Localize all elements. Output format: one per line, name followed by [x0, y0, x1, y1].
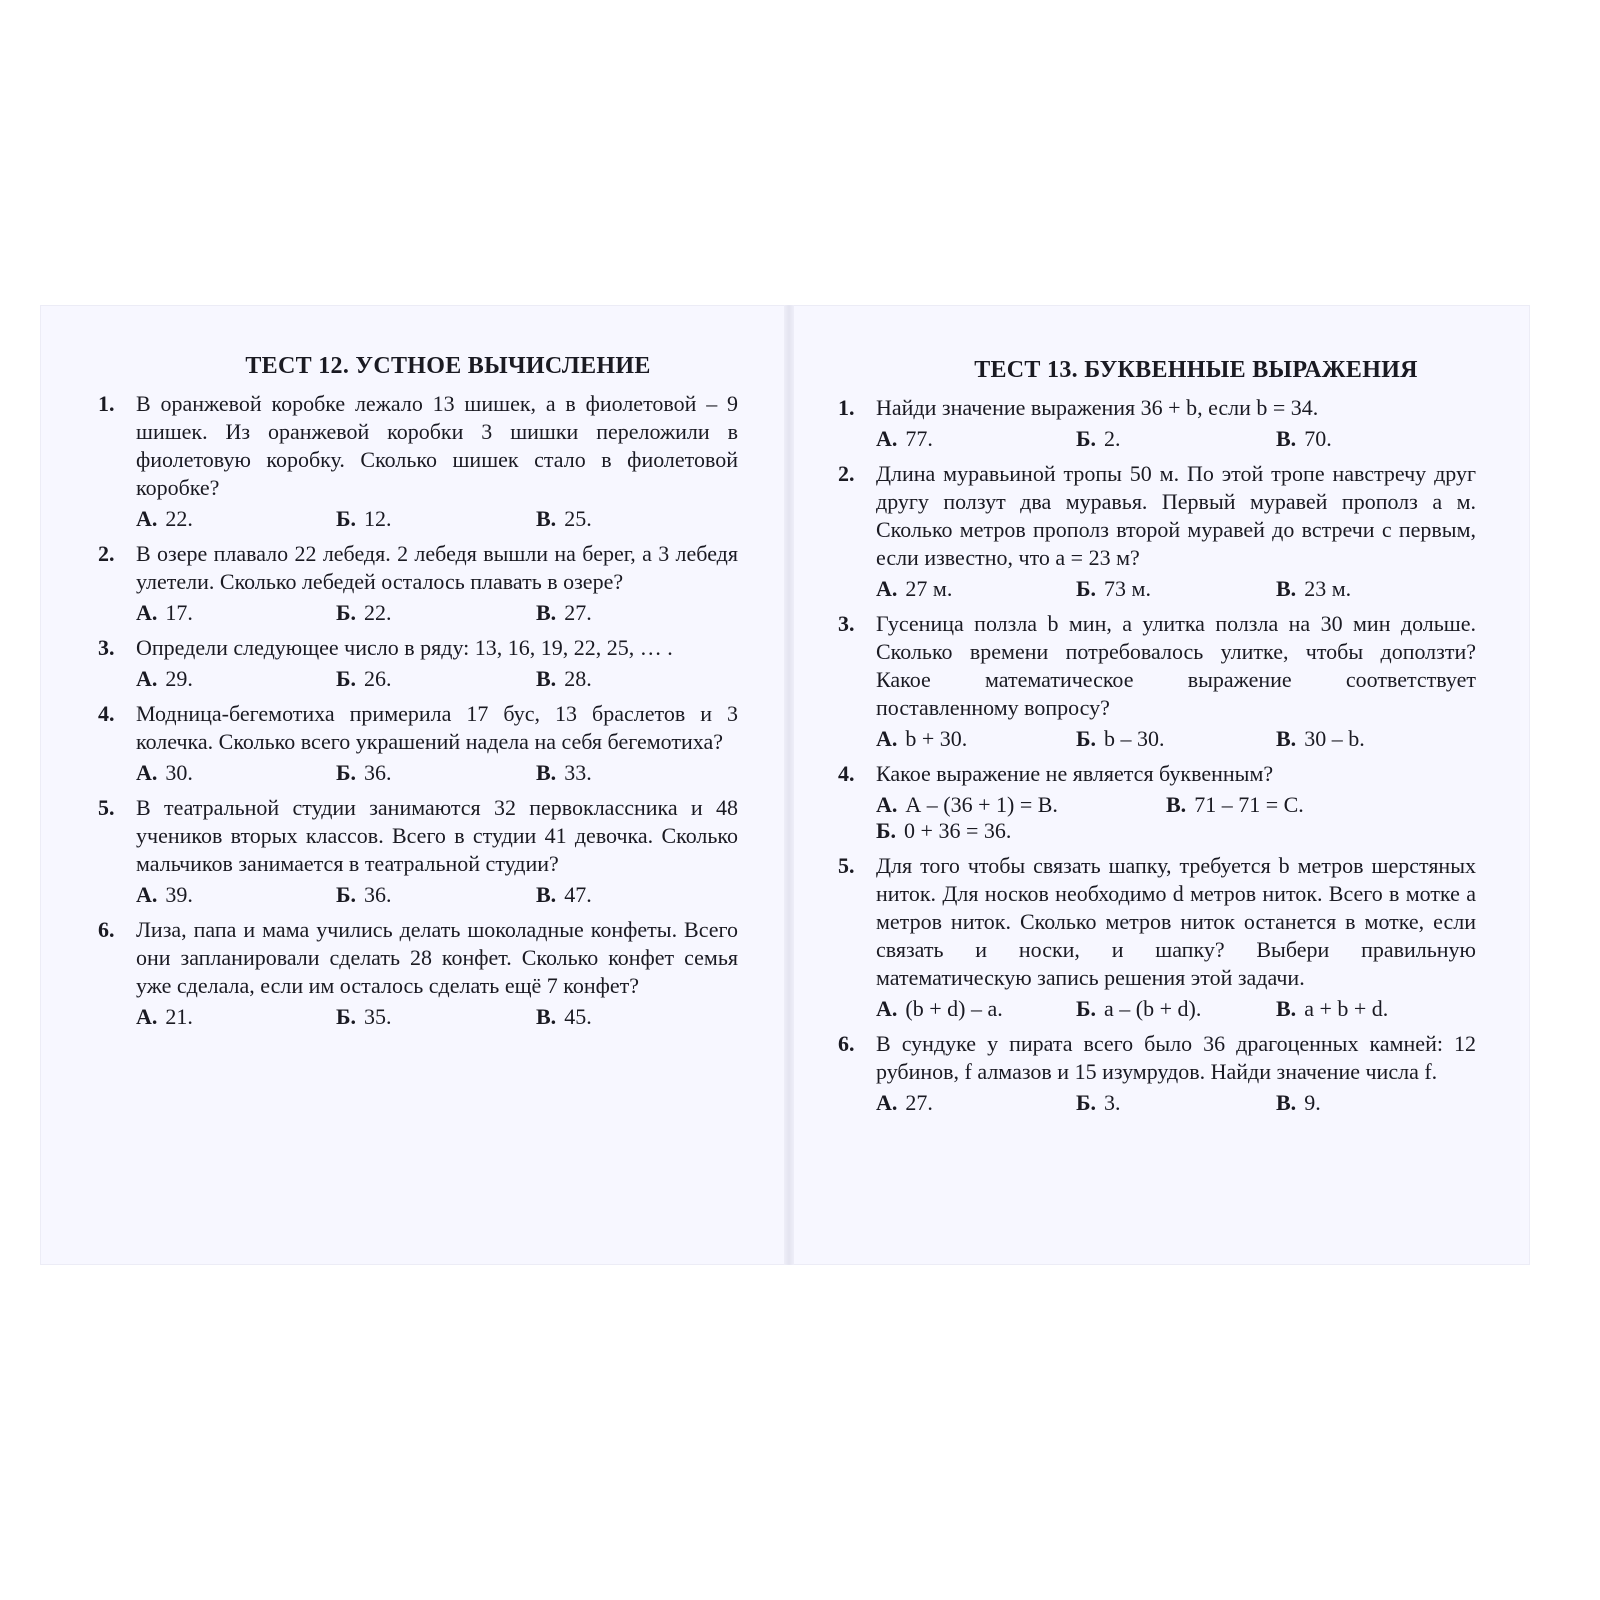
question-text: В оранжевой коробке лежало 13 шишек, а в фиолетовой – 9 шишек. Из оранжевой коробки 3 шишки переложили в фиолетовую коробку. Сколько шишек стало в фиолетовой коробке? — [136, 391, 738, 500]
question-body — [876, 610, 1476, 754]
answer-option — [136, 880, 336, 910]
answer-value: 73 м. — [1104, 576, 1151, 601]
question-text: В озере плавало 22 лебедя. 2 лебедя вышли на берег, а 3 лебедя улетели. Сколько лебедей осталось плавать в озере? — [136, 541, 738, 594]
answer-value: 47. — [564, 882, 592, 907]
question — [98, 540, 738, 628]
question-number: 5. — [98, 795, 115, 820]
question — [98, 794, 738, 910]
answer-label: В. — [536, 760, 557, 785]
question-text: Для того чтобы связать шапку, требуется b метров шерстяных ниток. Для носков необходимо d метров ниток. Всего в мотке a метров ниток. Сколько метров ниток останется в мотке, если связать и носки, и шапку? Выбери правильную математическую запись решения этой задачи. — [876, 853, 1476, 990]
answer-options — [876, 424, 1476, 454]
answer-option — [1076, 724, 1276, 754]
question-number: 1. — [98, 391, 115, 416]
question-number: 6. — [98, 917, 115, 942]
question — [98, 916, 738, 1032]
answer-value: 22. — [364, 600, 392, 625]
answer-value: b – 30. — [1104, 726, 1165, 751]
answer-value: 26. — [364, 666, 392, 691]
answer-option — [1076, 1088, 1276, 1118]
answer-value: a – (b + d). — [1104, 996, 1202, 1021]
question-number: 1. — [838, 395, 855, 420]
answer-options — [876, 816, 1474, 846]
answer-value: А – (36 + 1) = В. — [905, 792, 1058, 817]
answer-option — [536, 598, 736, 628]
question-body — [876, 760, 1474, 846]
answer-options — [136, 880, 738, 910]
answer-option — [336, 598, 536, 628]
question-number: 5. — [838, 853, 855, 878]
question-number: 4. — [838, 761, 855, 786]
answer-label: В. — [1276, 996, 1297, 1021]
answer-option — [876, 816, 1076, 846]
question-text: Какое выражение не является буквенным? — [876, 761, 1274, 786]
answer-value: a + b + d. — [1304, 996, 1389, 1021]
answer-label: А. — [876, 726, 898, 751]
question-body — [136, 916, 738, 1032]
question — [838, 610, 1474, 754]
open-workbook — [40, 305, 1530, 1265]
answer-value: 70. — [1304, 426, 1332, 451]
answer-value: 71 – 71 = С. — [1194, 792, 1304, 817]
question-body — [876, 852, 1476, 1024]
answer-value: 33. — [564, 760, 592, 785]
answer-option — [536, 880, 736, 910]
question-text: Модница-бегемотиха примерила 17 бус, 13 браслетов и 3 колечка. Сколько всего украшений надела на себя бегемотиха? — [136, 701, 738, 754]
question-body — [876, 394, 1476, 454]
answer-value: 9. — [1304, 1090, 1321, 1115]
answer-option — [1076, 424, 1276, 454]
question-text: Лиза, папа и мама учились делать шоколадные конфеты. Всего они запланировали сделать 28 конфет. Сколько конфет семья уже сделала, если им осталось сделать ещё 7 конфет? — [136, 917, 738, 998]
answer-label: Б. — [336, 1004, 357, 1029]
answer-value: 36. — [364, 760, 392, 785]
answer-value: 0 + 36 = 36. — [904, 818, 1012, 843]
answer-value: 39. — [165, 882, 193, 907]
answer-option — [336, 758, 536, 788]
answer-label: А. — [136, 1004, 158, 1029]
question-body — [136, 634, 738, 694]
answer-value: b + 30. — [905, 726, 968, 751]
answer-label: В. — [1276, 426, 1297, 451]
answer-label: А. — [876, 576, 898, 601]
answer-options — [876, 1088, 1476, 1118]
answer-option — [1276, 724, 1476, 754]
answer-label: А. — [136, 600, 158, 625]
answer-option — [876, 1088, 1076, 1118]
answer-value: 27. — [564, 600, 592, 625]
answer-label: В. — [1276, 576, 1297, 601]
answer-label: А. — [876, 1090, 898, 1115]
answer-label: Б. — [1076, 576, 1097, 601]
question-number: 2. — [98, 541, 115, 566]
answer-label: А. — [136, 882, 158, 907]
answer-label: А. — [876, 426, 898, 451]
answer-value: 27 м. — [905, 576, 953, 601]
answer-option — [536, 664, 736, 694]
answer-label: В. — [536, 600, 557, 625]
answer-option — [136, 504, 336, 534]
answer-option — [136, 664, 336, 694]
question-number: 3. — [98, 635, 115, 660]
answer-value: 36. — [364, 882, 392, 907]
answer-value: 17. — [165, 600, 193, 625]
question — [838, 852, 1474, 1024]
question — [838, 1030, 1474, 1118]
answer-value: (b + d) – a. — [905, 996, 1003, 1021]
right-page-content — [838, 353, 1474, 1118]
answer-option — [136, 598, 336, 628]
answer-value: 25. — [564, 506, 592, 531]
page-title: ТЕСТ 12. УСТНОЕ ВЫЧИСЛЕНИЕ — [245, 353, 651, 379]
question — [98, 634, 738, 694]
answer-options — [136, 758, 738, 788]
answer-label: Б. — [336, 882, 357, 907]
answer-label: А. — [136, 760, 158, 785]
question-text: В сундуке у пирата всего было 36 драгоценных камней: 12 рубинов, f алмазов и 15 изумрудов. Найди значение числа f. — [876, 1031, 1476, 1084]
book-spine — [784, 305, 794, 1265]
answer-option — [1076, 574, 1276, 604]
question-number: 2. — [838, 461, 855, 486]
question-body — [136, 794, 738, 910]
answer-value: 21. — [165, 1004, 193, 1029]
question — [98, 700, 738, 788]
answer-option — [536, 758, 736, 788]
answer-option — [336, 504, 536, 534]
answer-option — [536, 1002, 736, 1032]
question-body — [136, 700, 738, 788]
answer-label: В. — [536, 666, 557, 691]
answer-label: В. — [1276, 726, 1297, 751]
answer-option — [1276, 1088, 1476, 1118]
answer-label: Б. — [336, 760, 357, 785]
answer-options — [876, 724, 1476, 754]
question — [838, 460, 1474, 604]
question-body — [136, 390, 738, 534]
question — [838, 760, 1474, 846]
question-text: В театральной студии занимаются 32 первоклассника и 48 учеников вторых классов. Всего в студии 41 девочка. Сколько мальчиков занимается в театральной студии? — [136, 795, 738, 876]
question — [838, 394, 1474, 454]
answer-option — [336, 664, 536, 694]
question-number: 6. — [838, 1031, 855, 1056]
answer-option — [876, 424, 1076, 454]
question — [98, 390, 738, 534]
left-page — [40, 305, 788, 1265]
answer-option — [136, 758, 336, 788]
answer-value: 30 – b. — [1304, 726, 1365, 751]
answer-option — [876, 574, 1076, 604]
answer-label: А. — [876, 792, 898, 817]
answer-label: Б. — [336, 666, 357, 691]
answer-value: 29. — [165, 666, 193, 691]
answer-label: А. — [136, 666, 158, 691]
answer-label: Б. — [1076, 426, 1097, 451]
right-page — [790, 305, 1530, 1265]
answer-label: В. — [1276, 1090, 1297, 1115]
answer-option — [876, 724, 1076, 754]
answer-value: 28. — [564, 666, 592, 691]
question-body — [876, 1030, 1476, 1118]
answer-value: 27. — [905, 1090, 933, 1115]
answer-label: А. — [136, 506, 158, 531]
question-number: 4. — [98, 701, 115, 726]
answer-options — [136, 504, 738, 534]
answer-option — [536, 504, 736, 534]
question-body — [876, 460, 1476, 604]
question-text: Определи следующее число в ряду: 13, 16, 19, 22, 25, … . — [136, 635, 673, 660]
left-page-content — [98, 353, 738, 1032]
answer-option — [1076, 994, 1276, 1024]
answer-label: В. — [536, 506, 557, 531]
answer-option — [336, 880, 536, 910]
answer-options — [876, 574, 1476, 604]
answer-option — [1276, 994, 1476, 1024]
answer-value: 35. — [364, 1004, 392, 1029]
question-text: Гусеница ползла b мин, а улитка ползла на 30 мин дольше. Сколько времени потребовалось улитке, чтобы доползти? Какое математическое выражение соответствует поставленному вопросу? — [876, 611, 1476, 720]
answer-label: В. — [536, 1004, 557, 1029]
answer-option — [876, 994, 1076, 1024]
question-text: Найди значение выражения 36 + b, если b = 34. — [876, 395, 1319, 420]
answer-label: Б. — [876, 818, 897, 843]
answer-option — [1276, 424, 1476, 454]
answer-label: В. — [536, 882, 557, 907]
answer-label: В. — [1166, 792, 1187, 817]
answer-label: А. — [876, 996, 898, 1021]
answer-options — [136, 1002, 738, 1032]
answer-value: 3. — [1104, 1090, 1121, 1115]
answer-option — [1166, 790, 1366, 820]
answer-value: 2. — [1104, 426, 1121, 451]
answer-value: 12. — [364, 506, 392, 531]
answer-option — [336, 1002, 536, 1032]
answer-value: 22. — [165, 506, 193, 531]
answer-value: 30. — [165, 760, 193, 785]
page-title: ТЕСТ 13. БУКВЕННЫЕ ВЫРАЖЕНИЯ — [974, 357, 1418, 383]
answer-label: Б. — [336, 506, 357, 531]
question-body — [136, 540, 738, 628]
question-number: 3. — [838, 611, 855, 636]
answer-label: Б. — [1076, 726, 1097, 751]
answer-option — [136, 1002, 336, 1032]
answer-label: Б. — [1076, 996, 1097, 1021]
question-text: Длина муравьиной тропы 50 м. По этой тропе навстречу друг другу ползут два муравья. Первый муравей прополз a м. Сколько метров прополз второй муравей до встречи с первым, если известно, что a = 23 м? — [876, 461, 1476, 570]
answer-value: 77. — [905, 426, 933, 451]
answer-value: 23 м. — [1304, 576, 1352, 601]
answer-options — [136, 664, 738, 694]
answer-label: Б. — [336, 600, 357, 625]
answer-value: 45. — [564, 1004, 592, 1029]
answer-options — [876, 994, 1476, 1024]
answer-label: Б. — [1076, 1090, 1097, 1115]
answer-option — [1276, 574, 1476, 604]
answer-options — [136, 598, 738, 628]
